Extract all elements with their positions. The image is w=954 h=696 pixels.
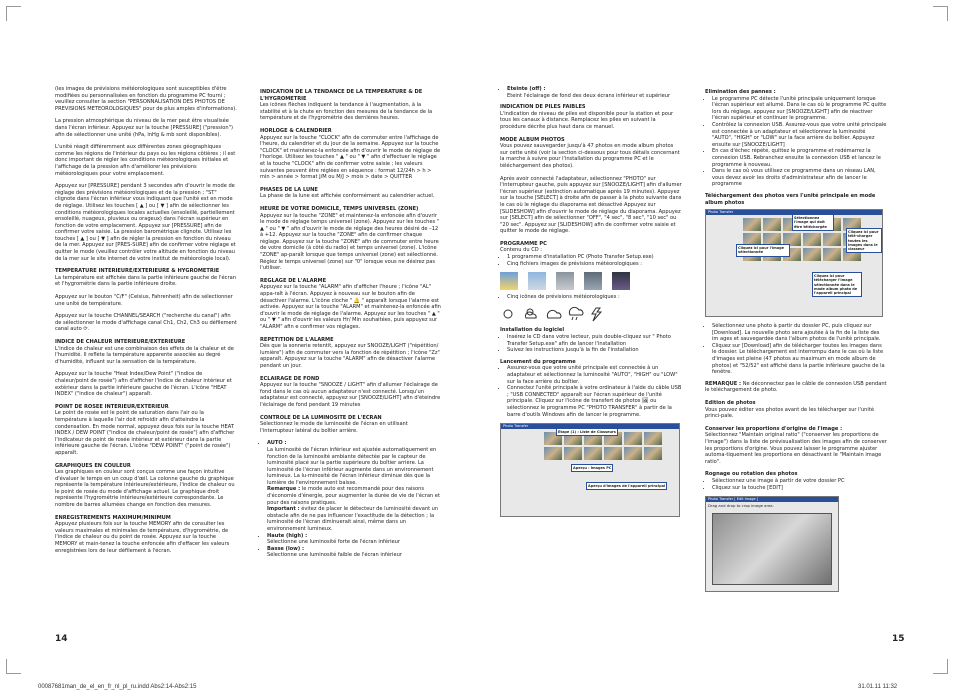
- window-title: Photo Transfer: [501, 424, 679, 429]
- section-heading: Installation du logiciel: [500, 327, 565, 334]
- list-item: • Le programme PC détecte l'unité principale uniquement lorsque l'écran supérieur est allumé. Dans le cas où le programme PC quitte lors du réglage, appuyez sur [SNOOZE/LIGHT] afin de réactiver l'écran supérieur et continuer le programme.: [712, 96, 887, 122]
- sun-icon: [504, 310, 512, 318]
- list-item: [267, 546, 442, 559]
- list-item: [267, 506, 442, 532]
- print-footer-file: 00087681man_de_el_en_fr_nl_pl_ru.indd Abs2:14-Abs2:15: [38, 684, 197, 690]
- list-item: • Cinq fichiers images de prévisions météorologiques :: [507, 261, 682, 268]
- callout-select-image: Sélectionnez l'image qui doit être téléchargée: [792, 214, 834, 231]
- section-heading: GRAPHIQUES EN COULEUR: [55, 462, 131, 469]
- sunny-image: [500, 272, 518, 290]
- definition: Sélectionne une luminosité forte de l'écran inférieur: [267, 539, 400, 546]
- paragraph: Contenu du CD :: [500, 247, 543, 254]
- list-item: • Suivez les instructions jusqu'à la fin de l'installation: [507, 347, 682, 354]
- definition: Sélectionne une luminosité faible de l'écran inférieur: [267, 552, 402, 559]
- term: REMARQUE :: [705, 380, 742, 387]
- paragraph: Les graphiques en couleur sont conçus comme une façon intuitive d'évaluer le temps en un coup d'œil. La colonne gauche du graphique représente la température intérieure/extérieure, l'indice de chaleur ou le point de rosée du mode d'affichage actuel. Le graphique droit représente l'hygrométrie intérieure/extérieure correspondante. Le nombre de barres allumées change en fonction des mesures.: [55, 469, 235, 509]
- brightness-list: [260, 440, 442, 559]
- section-heading: INDICATION DE PILES FAIBLES: [500, 104, 586, 111]
- download-screenshot: [705, 209, 883, 317]
- partly-cloudy-icon: [525, 309, 536, 318]
- rain-icon: [569, 307, 583, 320]
- cloudy-image: [556, 272, 574, 290]
- paragraph: Appuyez plusieurs fois sur la touche MEMORY afin de consulter les valeurs maximales et minimales de température, d'hygrométrie, de l'indice de chaleur ou du point de rosée. Appuyez sur la touche MEMORY et main-tenez la touche enfoncée afin d'effacer les valeurs enregistrées lors de leur défilement à l'écran.: [55, 521, 230, 554]
- paragraph: Appuyez sur [PRESSURE] pendant 3 secondes afin d'ouvrir le mode de réglage des prévisions météorologiques et de la pression ; "ST" clignote dans l'écran inférieur vous indiquant que l'unité est en mode de réglage. Utilisez les touches [ ▲ ] ou [ ▼ ] afin de sélectionner les conditions météorologiques locales actuelles (ensoleillé, partiellement ensoleillé, nuageux, pluvieux ou orageux) dans l'écran supérieur en fonction de votre emplacement. Appuyez sur [PRESSURE] afin de confirmer votre saisie. La pression barométrique clignote. Utilisez les touches [ ▲ ] ou [ ▼ ] afin de régler la pression en fonction du niveau de la mer. Appuyez sur [PRES-SURE] afin de confirmer votre réglage et quitter le mode (veuillez contrôler votre altitude en fonction du niveau de la mer sur le site internet de votre institut de météorologie local).: [55, 183, 236, 262]
- rainy-image: [584, 272, 602, 290]
- list-item: [267, 486, 442, 506]
- definition: évitez de placer le détecteur de luminosité devant un obstacle afin de ne pas influencer l'exactitude de la détection ; la luminosité de l'écran diminuerait ainsi, même dans un environnement lumineux.: [267, 506, 439, 533]
- paragraph: Après avoir connecté l'adaptateur, sélectionnez "PHOTO" sur l'interrupteur gauche, puis appuyez sur [SNOOZE/LIGHT] afin d'allumer l'écran supérieur (extinction automatique après 19 minutes). Appuyez sur la touche [SELECT] à droite afin de passer à la photo suivante dans le cas où le réglage du diaporama est désactivé Appuyez sur [SLIDESHOW] afin d'ouvrir le mode de réglage du diaporama. Appuyez sur [SELECT] afin de sélectionner "OFF", "4 sec", "8 sec", "10 sec" ou "20 sec". Appuyez sur [SLIDESHOW] afin de confirmer votre saisie et quitter le mode de réglage.: [500, 175, 682, 235]
- paragraph: La phase de la lune est affichée conformément au calendrier actuel.: [260, 193, 435, 200]
- callout-download-all: Cliquez ici pour télé-charger toutes les images dans le classeur: [846, 228, 882, 253]
- list-item: • Contrôlez la connexion USB. Assurez-vous que votre unité principale est connectée à un adaptateur et sélectionnez la luminosité "AUTO", "HIGH" or "LOW" sur la face arrière du boîtier. Appuyez ensuite sur [SNOOZE/LIGHT]: [712, 122, 887, 148]
- stormy-image: [612, 272, 630, 290]
- callout-selected-image: Cliquez ici pour l'image sélectionnée: [736, 244, 790, 256]
- callout-device-images: Aperçu d'images de l'appareil principal: [586, 482, 667, 490]
- paragraph: Sélectionnez "Maintain original ratio" ("conserver les proportions de l'image") dans la liste de prévisualisation des images afin de conserver les proportions d'origine. Vous pouvez laisser le programme ajuster automa-tiquement les proportions en désactivant le "Maintain image ratio".: [705, 432, 887, 465]
- left-page-column-2: [260, 86, 442, 564]
- crop-mark-top-right: [933, 6, 948, 21]
- list: [500, 86, 682, 99]
- section-heading: ECLAIRAGE DE FOND: [260, 375, 320, 382]
- left-page-column-1: [55, 86, 237, 560]
- list-item: • Cinq icônes de prévisions météorologiques :: [507, 294, 682, 301]
- section-heading: Edition de photos: [705, 400, 756, 407]
- section-heading: HORLOGE & CALENDRIER: [260, 127, 332, 134]
- crop-mark-top-left: [6, 6, 21, 21]
- list: [500, 334, 682, 354]
- photo-transfer-screenshot: [500, 423, 680, 517]
- paragraph: Sélectionnez le mode de luminosité de l'écran en utilisant l'interrupteur latéral du boîtier arrière.: [260, 421, 408, 434]
- paragraph: Le point de rosée est le point de saturation dans l'air ou la température à laquelle l'air doit refroidir afin d'atteindre la condensation. En mode normal, appuyez deux fois sur la touche HEAT INDEX / DEW POINT ("indice de chaleur/point de rosée") afin d'afficher l'indicateur de point de rosée intérieur et extérieur dans la partie inférieure gauche de l'écran. L'icône "DEW POINT" ("point de rosée") apparaît.: [55, 410, 235, 456]
- edit-preview-image: [712, 513, 832, 585]
- term: Haute (high) :: [267, 532, 308, 539]
- section-heading: REPETITION DE L'ALARME: [260, 336, 334, 343]
- paragraph: Appuyez sur la touche CHANNEL/SEARCH ("recherche du canal") afin de sélectionner le mode d'affichage canal Ch1, Ch2, Ch3 ou défilement canal auto ⟳.: [55, 313, 237, 333]
- callout-download-selected: Cliquez ici pour télécharger l'image sélectionnée dans le mode album photo de l'appareil principal: [812, 272, 862, 297]
- term: Remarque :: [267, 486, 301, 493]
- crop-mark-bottom-right: [933, 659, 948, 674]
- paragraph: L'indication de niveau de piles est disponible pour la station et pour tous les canaux à distance. Remplacez les piles en suivant la procédure décrite plus haut dans ce manuel.: [500, 110, 674, 130]
- right-page-column-1: [500, 86, 682, 517]
- section-heading: Conserver les proportions d'origine de l'image :: [705, 425, 843, 432]
- edit-image-screenshot: [705, 496, 839, 592]
- section-heading: CONTROLE DE LA LUMINOSITE DE L'ECRAN: [260, 414, 382, 421]
- list-item: • Sélectionnez une image à partir de votre dossier PC: [712, 478, 887, 485]
- section-heading: PROGRAMME PC: [500, 240, 547, 247]
- list: [705, 478, 887, 491]
- window-title: Photo Transfer [ Edit Image ]: [706, 497, 838, 502]
- edit-hint: Drag and drop to crop image area.: [708, 503, 774, 509]
- list-item: • Insérez le CD dans votre lecteur, puis double-cliquez sur " Photo Transfer Setup.exe" afin de lancer l'installation: [507, 334, 682, 347]
- definition: La luminosité de l'écran inférieur est ajustée automatiquement en fonction de la luminosité ambiante détectée par le capteur de luminosité placé sur la partie supérieure du boîtier arrière. La luminosité de l'écran inférieur augmente dans un environnement lumineux. La lu-minosité de l'écran inférieur diminue dès que la lumière de l'environnement baisse.: [267, 446, 437, 486]
- term: AUTO :: [267, 440, 287, 447]
- section-heading: INDICE DE CHALEUR INTERIEURE/EXTERIEURE: [55, 339, 186, 345]
- list-item: [267, 440, 442, 486]
- section-heading: POINT DE ROSEE INTERIEUR/EXTERIEUR: [55, 403, 169, 410]
- section-heading: TEMPERATURE INTERIEURE/EXTERIEURE & HYGROMETRIE: [55, 268, 220, 275]
- right-page-column-2: [705, 86, 887, 592]
- page-number-right: 15: [892, 634, 905, 644]
- section-heading: Elimination des pannes :: [705, 89, 776, 95]
- list-item: [267, 533, 442, 546]
- section-heading: PHASES DE LA LUNE: [260, 186, 318, 193]
- list-item: • 1 programme d'installation PC (Photo Transfer Setup.exe): [507, 254, 682, 261]
- list: [705, 96, 887, 188]
- paragraph: Dès que la sonnerie retentit, appuyez sur SNOOZE/LIGHT ("répétition/ lumière") afin de commuter vers la fonction de répétition ; l'icône "Zz" apparaît. Appuyez sur la touche "ALARM" afin de désactiver l'alarme pendant un jour.: [260, 343, 440, 369]
- page-number-left: 14: [55, 634, 68, 644]
- section-heading: Téléchargement des photos vers l'unité principale en mode album photos: [705, 192, 876, 206]
- paragraph: Appuyez sur la touche "Heat Index/Dew Point" ("indice de chaleur/point de rosée") afin d'afficher l'indice de chaleur intérieur et extérieur dans la partie inférieure gauche de l'écran. L'icône "HEAT INDEX" ("indice de chaleur") apparaît.: [55, 371, 232, 398]
- paragraph: L'unité réagit différemment aux différentes zones géographiques comme les régions de l'intérieur du pays ou les régions côtières ; il est donc important de régler les conditions météorologiques initiales et l'affichage de la pression afin d'améliorer les prévisions météorologiques pour votre emplacement.: [55, 144, 236, 177]
- section-heading: HEURE DE VOTRE DOMICILE, TEMPS UNIVERSEL (ZONE): [260, 205, 419, 212]
- list-item: • Connectez l'unité principale à votre ordinateur à l'aide du câble USB ; "USB CONNECTED" apparaît sur l'écran supérieur de l'unité principale. Cliquez sur l'icône de transfert de photos 🖼 ou sélectionnez le programme PC "PHOTO TRANSFER" à partir de la barre d'outils Windows afin de lancer le programme.: [507, 385, 682, 418]
- paragraph: Appuyez sur la touche "SNOOZE / LIGHT" afin d'allumer l'éclairage de fond dans le cas où aucun adaptateur n'est connecté. Lorsqu'un adaptateur est connecté, appuyez sur [SNOOZE/LIGHT] afin d'éteindre l'éclairage de fond pendant 19 minutes: [260, 382, 441, 408]
- list-item: [507, 86, 682, 99]
- paragraph: La pression atmosphérique du niveau de la mer peut être visualisée dans l'écran inférieur. Appuyez sur la touche [PRESSURE] ("pression") afin de sélectionner une unité (hPa, inHg & mb sont disponibles).: [55, 118, 233, 138]
- list-item: • Sélectionnez une photo à partir du dossier PC, puis cliquez sur [Download]. La nouvelle photo sera ajoutée à la fin de la liste des im ages et sauvegardée dans l'album photos de l'unité principale.: [712, 323, 887, 343]
- paragraph: Vous pouvez éditer vos photos avant de les télécharger sur l'unité princi-pale.: [705, 406, 874, 420]
- list-item: • Cliquez sur [Download] afin de télécharger toutes les images dans le dossier. Le téléchargement est interrompu dans le cas où la liste d'images est pleine (47 photos au maximum en mode album de photos) et "52/52" est affiché dans la partie inférieure gauche de la fenêtre.: [712, 343, 887, 376]
- section-heading: Rognage ou rotation des photos: [705, 471, 798, 478]
- definition: Eteint l'éclairage de fond des deux écrans inférieur et supérieur: [507, 92, 671, 99]
- forecast-icons-row: [500, 306, 610, 322]
- partly-cloudy-image: [528, 272, 546, 290]
- list: [500, 254, 682, 267]
- list-item: • Cliquez sur la touche [EDIT]: [712, 485, 887, 492]
- list-item: • En cas d'échec répété, quittez le programme et redémarrez la connexion USB. Rebranchez ensuite la connexion USB et lancez le programme à nouveau.: [712, 148, 887, 168]
- term: Basse (low) :: [267, 545, 305, 552]
- term: Important :: [267, 506, 300, 513]
- paragraph: Vous pouvez sauvegarder jusqu'à 47 photos en mode album photos sur cette unité (voir la section ci-dessous pour tous détails concernant la marche à suivre pour l'installation du programme PC et le téléchargement des photos).: [500, 143, 680, 169]
- section-heading: REGLAGE DE L'ALARME: [260, 277, 327, 284]
- paragraph: (les images de prévisions météorologiques sont susceptibles d'être modifiées ou personnalisées en fonction du programme PC fourni ; veuillez consulter la section "PERSONNALISATION DES PHOTOS DE PREVISIONS METEOROLOGIQUES" pour de plus amples d'informations).: [55, 86, 237, 112]
- paragraph: L'indice de chaleur est une combinaison des effets de la chaleur et de l'humidité. Il reflète la température apparente associée au degré d'humidité, influant sur la sensation de la température.: [55, 345, 234, 365]
- cloud-icon: [547, 310, 561, 318]
- section-heading: MODE ALBUM PHOTOS: [500, 136, 565, 143]
- forecast-images-row: [500, 272, 682, 290]
- paragraph: Les icônes flèches indiquent la tendance à l'augmentation, à la stabilité et à la chute en fonction des mesures de la tendance de la température et de l'hygrométrie des dernières heures.: [260, 102, 433, 122]
- callout-pc-images: Aperçu : Images PC: [571, 464, 613, 472]
- print-footer-date: 31.01.11 11:32: [858, 684, 898, 690]
- window-title: Photo Transfer: [706, 210, 882, 215]
- crop-mark-bottom-left: [6, 659, 21, 674]
- definition: le mode auto est recommandé pour des raisons d'économie d'énergie, pour augmenter la durée de vie de l'écran et pour des raisons pratiques.: [267, 486, 440, 506]
- list: [705, 323, 887, 376]
- section-heading: INDICATION DE LA TENDANCE DE LA TEMPERATURE & DE L'HYGROMETRIE: [260, 89, 423, 102]
- paragraph: Appuyez sur le bouton "C/F" (Celsius, Fahrenheit) afin de sélectionner une unité de température.: [55, 294, 233, 307]
- paragraph: Appuyez sur la touche "CLOCK" afin de commuter entre l'affichage de l'heure, du calendrier et du jour de la semaine. Appuyez sur la touche "CLOCK" et maintenez-la enfoncée afin d'ouvrir le mode de réglage de l'horloge. Utilisez les touches " ▲ " ou " ▼ " afin d'effectuer le réglage et la touche "CLOCK" afin de confirmer votre saisie ; les valeurs suivantes peuvent être réglées en séquence : format 12/24h > h > min > année > format J/M ou M/J > mois > date > QUITTER: [260, 134, 441, 181]
- callout-folder-list: Etape (1) : Liste de Classeurs: [556, 428, 618, 436]
- list-item: • Assurez-vous que votre unité principale est connectée à un adaptateur et sélectionnez la luminosité "AUTO", "HIGH" ou "LOW" sur la face arrière du boîtier.: [507, 365, 682, 385]
- section-heading: Lancement du programme: [500, 358, 576, 365]
- paragraph: Appuyez sur la touche "ALARM" afin d'afficher l'heure ; l'icône "AL" appa-raît à l'écran. Appuyez à nouveau sur le bouton afin de désactiver l'alarme. L'icône cloche " 🔔 " apparaît lorsque l'alarme est activée. Appuyez sur la touche "ALARM" et maintenez-la enfoncée afin d'ouvrir le mode de réglage de l'alarme. Appuyez sur les touches " ▲ " ou " ▼ " afin d'ouvrir les valeurs Hr/ Min souhaitées, puis appuyez sur "ALARM" afin e confirmer vos réglages.: [260, 284, 441, 330]
- section-heading: ENREGISTREMENTS MAXIMUM/MINIMUM: [55, 514, 171, 521]
- paragraph: La température est affichée dans la partie inférieure gauche de l'écran et l'hygrométrie dans la partie inférieure droite.: [55, 274, 236, 288]
- paragraph: Appuyez sur la touche "ZONE" et maintenez-la enfoncée afin d'ouvrir le mode de réglage temps universel (zone). Appuyez sur les touches " ▲ " ou " ▼ " afin d'ouvrir le mode de réglage des heures désiré de –12 à +12. Appuyez sur la touche "ZONE" afin de confirmer chaque réglage. Appuyez sur la touche "ZONE" afin de commuter entre heure de votre domicile (à côté du radio) et temps universel (zone). L'icône "ZONE" ap-paraît lorsque que temps universel (zone) est sélectionné. Réglez le temps universel (zone) sur "0" lorsque vous ne désirez pas l'utiliser.: [260, 212, 440, 272]
- list-item: • Dans le cas où vous utilisez ce programme dans un réseau LAN, vous devez avoir les droits d'administrateur afin de lancer le programme: [712, 168, 887, 188]
- definition: Ne déconnectez pas le câble de connexion USB pendant le téléchargement de photo.: [705, 380, 887, 394]
- list: [500, 365, 682, 418]
- storm-icon: [592, 308, 601, 321]
- list: [500, 294, 682, 301]
- term: Eteinte (off) :: [507, 86, 546, 92]
